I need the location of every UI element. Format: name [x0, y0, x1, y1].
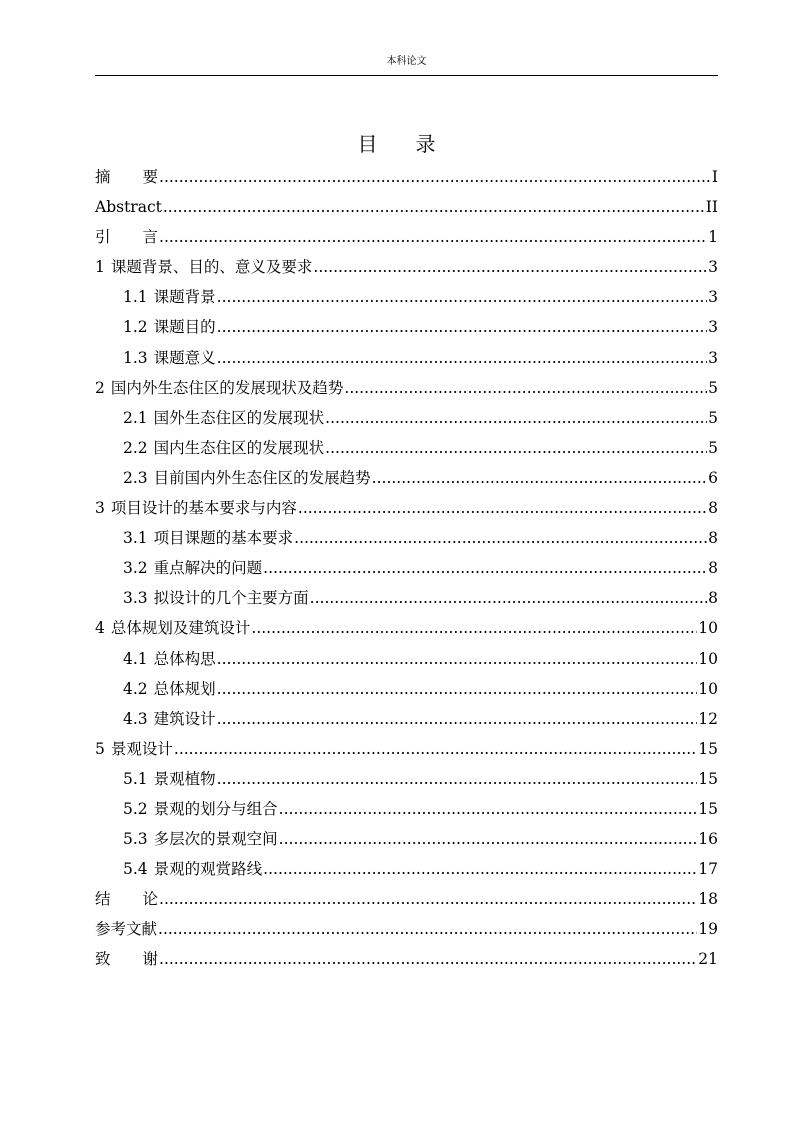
toc-entry-title: 总体规划及建筑设计	[110, 619, 251, 638]
toc-entry[interactable]	[95, 463, 718, 493]
toc-leader-dots	[217, 764, 698, 794]
toc-entry-title-char: 结	[95, 890, 111, 909]
toc-entry-label	[123, 463, 371, 493]
toc-entry-label	[95, 613, 250, 643]
toc-leader-dots	[159, 162, 711, 192]
toc-page-number: 15	[698, 739, 718, 758]
toc-leader-dots	[372, 463, 707, 493]
toc-entry[interactable]	[95, 613, 718, 643]
page-title	[0, 131, 793, 157]
toc-page-number: 19	[698, 920, 718, 939]
toc-entry[interactable]	[95, 704, 718, 734]
toc-entry-number: 2	[95, 378, 105, 397]
toc-entry[interactable]	[95, 222, 718, 252]
toc-entry-number: 4.1	[123, 649, 148, 668]
toc-page-number: 15	[698, 799, 718, 818]
toc-entry-title: 景观的划分与组合	[153, 799, 278, 818]
toc-entry-label	[95, 734, 173, 764]
toc-leader-dots	[313, 252, 707, 282]
toc-page-number: 8	[708, 499, 718, 518]
toc-leader-dots	[159, 222, 707, 252]
toc-entry-title-char: 论	[142, 890, 159, 909]
toc-entry[interactable]	[95, 734, 718, 764]
toc-entry[interactable]	[95, 764, 718, 794]
toc-entry[interactable]	[95, 583, 718, 613]
toc-entry-label	[95, 944, 158, 974]
toc-entry-label	[123, 553, 262, 583]
toc-leader-dots	[174, 734, 697, 764]
toc-entry-number: 2.3	[123, 468, 148, 487]
toc-entry[interactable]	[95, 914, 718, 944]
toc-entry-title: 目前国内外生态住区的发展趋势	[153, 468, 371, 487]
toc-entry-number: 1.1	[123, 288, 148, 307]
toc-entry[interactable]	[95, 373, 718, 403]
toc-entry-title: 国内生态住区的发展现状	[153, 438, 325, 457]
toc-entry-title: 项目课题的基本要求	[153, 529, 294, 548]
toc-entry-label	[123, 583, 309, 613]
toc-entry[interactable]	[95, 674, 718, 704]
toc-entry-title-char: 摘	[95, 168, 111, 186]
toc-entry-label	[123, 282, 216, 312]
toc-page-number: 1	[708, 228, 718, 247]
toc-entry-title-char: 要	[142, 168, 159, 186]
toc-page-number: 8	[708, 559, 718, 578]
toc-entry[interactable]	[95, 192, 718, 222]
toc-page-number: 3	[708, 258, 718, 277]
toc-entry-number: 4.3	[123, 709, 148, 728]
toc-entry[interactable]	[95, 553, 718, 583]
toc-entry-title-char: 谢	[142, 950, 159, 969]
toc-leader-dots	[217, 644, 698, 674]
toc-page-number: 15	[698, 769, 718, 788]
toc-leader-dots	[263, 553, 707, 583]
toc-entry[interactable]	[95, 343, 718, 373]
toc-entry-label	[95, 222, 158, 252]
toc-leader-dots	[217, 312, 707, 342]
toc-leader-dots	[279, 794, 698, 824]
toc-entry-title: Abstract	[95, 198, 162, 217]
table-of-contents	[95, 162, 718, 975]
toc-leader-dots	[217, 343, 707, 373]
toc-entry-number: 3.2	[123, 559, 148, 578]
toc-page-number: 3	[708, 318, 718, 337]
toc-entry-label	[95, 252, 312, 282]
toc-leader-dots	[344, 373, 707, 403]
toc-entry[interactable]	[95, 282, 718, 312]
toc-entry-number: 5.4	[123, 860, 148, 879]
toc-entry-title-char: 言	[142, 228, 159, 247]
toc-page-number: 10	[698, 679, 718, 698]
toc-entry-title: 景观的观赏路线	[153, 860, 263, 879]
toc-leader-dots	[325, 403, 707, 433]
toc-entry-label	[123, 794, 278, 824]
toc-entry[interactable]	[95, 493, 718, 523]
toc-page-number: 10	[698, 619, 718, 638]
toc-entry-title-char: 致	[95, 950, 111, 969]
toc-leader-dots	[217, 674, 698, 704]
toc-entry-title: 国外生态住区的发展现状	[153, 408, 325, 427]
toc-leader-dots	[251, 613, 697, 643]
toc-page-number: 18	[698, 890, 718, 909]
toc-entry-title: 总体构思	[153, 649, 216, 668]
toc-leader-dots	[217, 282, 707, 312]
page-header	[95, 55, 718, 76]
toc-entry-number: 3.1	[123, 529, 148, 548]
toc-leader-dots	[217, 704, 698, 734]
toc-entry[interactable]	[95, 252, 718, 282]
toc-entry-title: 国内外生态住区的发展现状及趋势	[110, 378, 344, 397]
toc-entry[interactable]	[95, 794, 718, 824]
toc-entry-label	[123, 644, 216, 674]
toc-entry-number: 2.1	[123, 408, 148, 427]
toc-entry-title: 拟设计的几个主要方面	[153, 589, 309, 608]
toc-entry-title: 景观植物	[153, 769, 216, 788]
toc-entry-label	[123, 764, 216, 794]
toc-leader-dots	[294, 523, 707, 553]
toc-page-number: 6	[708, 468, 718, 487]
toc-entry-title: 课题背景	[153, 288, 216, 307]
toc-entry-label	[123, 523, 293, 553]
toc-entry-label	[123, 343, 216, 373]
toc-page-number: 16	[698, 830, 718, 849]
toc-entry-title: 项目设计的基本要求与内容	[110, 499, 297, 518]
toc-leader-dots	[298, 493, 707, 523]
toc-entry-label	[95, 162, 158, 192]
toc-entry-label	[95, 192, 162, 222]
toc-page-number: 12	[698, 709, 718, 728]
toc-entry[interactable]	[95, 312, 718, 342]
toc-entry-number: 1	[95, 258, 105, 277]
toc-entry-label	[123, 674, 216, 704]
toc-entry-number: 5.3	[123, 830, 148, 849]
toc-entry[interactable]	[95, 162, 718, 192]
toc-entry-number: 5.2	[123, 799, 148, 818]
toc-entry[interactable]	[95, 403, 718, 433]
toc-entry[interactable]	[95, 433, 718, 463]
toc-page-number: 3	[708, 288, 718, 307]
toc-entry-number: 1.2	[123, 318, 148, 337]
toc-entry-label	[123, 854, 262, 884]
toc-entry-title: 课题目的	[153, 318, 216, 337]
toc-page-number: II	[705, 198, 718, 217]
toc-entry-number: 2.2	[123, 438, 148, 457]
toc-entry-title-char: 引	[95, 228, 111, 247]
toc-entry[interactable]	[95, 644, 718, 674]
title-char-2: 录	[415, 132, 436, 156]
toc-entry-label	[123, 403, 324, 433]
toc-entry-title: 总体规划	[153, 679, 216, 698]
toc-entry-label	[123, 433, 324, 463]
toc-entry-title: 建筑设计	[153, 709, 216, 728]
toc-entry-title: 课题意义	[153, 348, 216, 367]
toc-entry-title: 景观设计	[110, 739, 173, 758]
toc-entry-number: 3.3	[123, 589, 148, 608]
toc-entry-number: 4	[95, 619, 105, 638]
toc-entry-label	[123, 704, 216, 734]
toc-page-number: 3	[708, 348, 718, 367]
toc-entry-label	[123, 312, 216, 342]
toc-entry-label	[95, 373, 343, 403]
toc-entry[interactable]	[95, 854, 718, 884]
toc-entry-number: 1.3	[123, 348, 148, 367]
toc-entry[interactable]	[95, 824, 718, 854]
toc-page-number: 5	[708, 408, 718, 427]
toc-page-number: 5	[708, 438, 718, 457]
toc-page-number: 10	[698, 649, 718, 668]
toc-entry-label	[123, 824, 278, 854]
toc-page-number: 17	[698, 860, 718, 879]
toc-entry[interactable]	[95, 944, 718, 974]
toc-leader-dots	[159, 884, 697, 914]
toc-leader-dots	[263, 854, 697, 884]
toc-page-number: 8	[708, 529, 718, 548]
toc-entry-title: 课题背景、目的、意义及要求	[110, 258, 313, 277]
toc-entry[interactable]	[95, 884, 718, 914]
toc-page-number: 5	[708, 378, 718, 397]
toc-entry-label	[95, 884, 158, 914]
toc-entry-title: 重点解决的问题	[153, 559, 263, 578]
toc-entry-label	[95, 914, 157, 944]
toc-entry-title: 参考文献	[95, 920, 158, 939]
toc-entry-title: 多层次的景观空间	[153, 830, 278, 849]
toc-leader-dots	[325, 433, 707, 463]
header-text: 本科论文	[386, 56, 427, 67]
toc-page-number: I	[711, 168, 718, 186]
toc-leader-dots	[279, 824, 698, 854]
toc-entry-label	[95, 493, 297, 523]
toc-leader-dots	[310, 583, 707, 613]
toc-entry[interactable]	[95, 523, 718, 553]
toc-leader-dots	[163, 192, 705, 222]
toc-entry-number: 5	[95, 739, 105, 758]
toc-entry-number: 5.1	[123, 769, 148, 788]
toc-leader-dots	[159, 944, 697, 974]
toc-page-number: 21	[698, 950, 718, 969]
title-char-1: 目	[357, 132, 378, 156]
toc-entry-number: 3	[95, 499, 105, 518]
toc-page-number: 8	[708, 589, 718, 608]
toc-leader-dots	[158, 914, 697, 944]
toc-entry-number: 4.2	[123, 679, 148, 698]
